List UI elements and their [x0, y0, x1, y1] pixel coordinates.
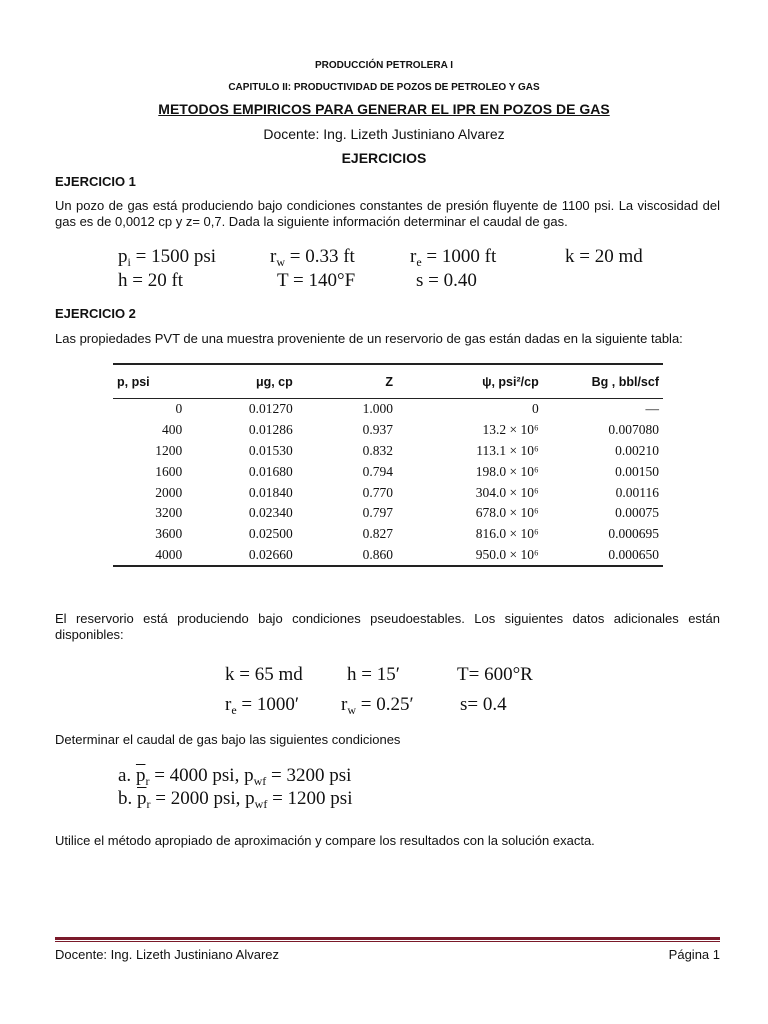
- pvt-header-z: Z: [297, 364, 397, 399]
- cell-bg: 0.00150: [615, 463, 659, 479]
- cell-p: 1200: [155, 442, 183, 458]
- main-title: METODOS EMPIRICOS PARA GENERAR EL IPR EN POZOS DE GAS: [158, 101, 610, 117]
- pvt-header-p: p, psi: [113, 364, 186, 399]
- course-title: PRODUCCIÓN PETROLERA I: [315, 60, 453, 71]
- cell-z: 0.827: [362, 526, 393, 542]
- pvt-header-bg: Bg , bbl/scf: [543, 364, 663, 399]
- pvt-header-psi: ψ, psi²/cp: [397, 364, 543, 399]
- cell-z: 0.797: [362, 505, 393, 521]
- ej1-rw: $r_w = 0.33$ ft: [270, 246, 355, 269]
- cell-bg: 0.00075: [615, 505, 659, 521]
- exercise-2-closing: Utilice el método apropiado de aproximación y compare los resultados con la solución exacta.: [55, 833, 595, 848]
- ej1-h: h = 20 ft: [118, 270, 184, 291]
- pvt-table: [113, 363, 663, 567]
- cell-z: 1.000: [362, 401, 393, 417]
- table-row: [113, 441, 663, 462]
- exercise-1-label: EJERCICIO 1: [55, 174, 136, 189]
- cell-psi: 198.0 × 10⁶: [475, 463, 539, 479]
- cell-mu: 0.01286: [248, 422, 293, 438]
- cell-z: 0.770: [362, 484, 393, 500]
- cell-bg: 0.000650: [543, 545, 663, 567]
- exercise-2-intro: Las propiedades PVT de una muestra proveniente de un reservorio de gas están dadas en la siguiente tabla:: [55, 331, 683, 346]
- table-row: [113, 482, 663, 503]
- cell-bg: 0.000695: [608, 526, 659, 542]
- cell-bg: —: [645, 401, 659, 417]
- footer-teacher: Docente: Ing. Lizeth Justiniano Alvarez: [55, 947, 280, 962]
- ej2-s: s= 0.4: [460, 694, 507, 715]
- exercise-2-after-table: El reservorio está produciendo bajo condiciones pseudoestables. Los siguientes datos adicionales están disponibles:: [55, 611, 720, 642]
- cell-p: 3600: [155, 526, 183, 542]
- cell-mu: 0.02660: [186, 545, 297, 567]
- table-row: [113, 524, 663, 545]
- cell-psi: 816.0 × 10⁶: [475, 526, 539, 542]
- cell-z: 0.860: [297, 545, 397, 567]
- cell-psi: 304.0 × 10⁶: [475, 484, 539, 500]
- cell-p: 3200: [155, 505, 183, 521]
- cell-p: 1600: [155, 463, 183, 479]
- cell-p: 4000: [113, 545, 186, 567]
- condition-b: b. $\overline{p}_r = 2000$ psi, $p_{wf} = 1200$ psi: [118, 788, 353, 811]
- ej1-pi: $p_i = 1500$ psi: [118, 246, 216, 269]
- ej1-re: $r_e = 1000$ ft: [410, 246, 497, 269]
- cell-p: 0: [175, 401, 183, 417]
- footer-page-number: Página 1: [668, 947, 720, 962]
- cell-mu: 0.02340: [248, 505, 293, 521]
- cell-z: 0.794: [362, 463, 393, 479]
- cell-bg: 0.00116: [615, 484, 659, 500]
- exercise-2-determine: Determinar el caudal de gas bajo las siguientes condiciones: [55, 732, 401, 747]
- footer-divider: [55, 937, 720, 940]
- exercise-2-label: EJERCICIO 2: [55, 306, 136, 321]
- teacher-line: Docente: Ing. Lizeth Justiniano Alvarez: [263, 126, 505, 142]
- pvt-header-mu: μg, cp: [186, 364, 297, 399]
- ej2-h: h = 15′: [347, 664, 400, 685]
- table-row: [113, 461, 663, 482]
- cell-bg: 0.00210: [615, 442, 659, 458]
- cell-p: 2000: [155, 484, 183, 500]
- table-row: [113, 503, 663, 524]
- cell-psi: 0: [531, 401, 539, 417]
- pvt-header-row: [113, 364, 663, 399]
- table-row: [113, 399, 663, 420]
- table-row: [113, 545, 663, 567]
- cell-psi: 950.0 × 10⁶: [397, 545, 543, 567]
- ej2-rw: $r_w = 0.25'$: [341, 694, 414, 717]
- ej1-k: k = 20 md: [565, 246, 643, 267]
- ej2-re: $r_e = 1000'$: [225, 694, 300, 717]
- ej1-s: s = 0.40: [416, 270, 477, 291]
- table-row: [113, 420, 663, 441]
- cell-p: 400: [161, 422, 183, 438]
- cell-psi: 13.2 × 10⁶: [482, 422, 539, 438]
- cell-z: 0.832: [362, 442, 393, 458]
- ej2-T: T= 600°R: [457, 664, 533, 685]
- condition-a: a. $\overline{p}_r = 4000$ psi, $p_{wf} = 3200$ psi: [118, 765, 352, 788]
- cell-bg: 0.007080: [608, 422, 659, 438]
- ej1-T: T = 140°F: [277, 270, 356, 291]
- footer-divider-thin: [55, 941, 720, 942]
- cell-mu: 0.01530: [248, 442, 293, 458]
- cell-mu: 0.01680: [248, 463, 293, 479]
- exercise-1-text: Un pozo de gas está produciendo bajo condiciones constantes de presión fluyente de 1100 psi. La viscosidad del gas es de 0,0012 cp y z= 0,7. Dada la siguiente información determinar el caudal de gas.: [55, 198, 720, 229]
- cell-psi: 113.1 × 10⁶: [476, 442, 539, 458]
- cell-mu: 0.01840: [248, 484, 293, 500]
- section-title: EJERCICIOS: [341, 150, 427, 166]
- cell-psi: 678.0 × 10⁶: [475, 505, 539, 521]
- cell-z: 0.937: [362, 422, 393, 438]
- ej2-k: k = 65 md: [225, 664, 303, 685]
- cell-mu: 0.02500: [248, 526, 293, 542]
- cell-mu: 0.01270: [248, 401, 293, 417]
- chapter-title: CAPITULO II: PRODUCTIVIDAD DE POZOS DE PETROLEO Y GAS: [228, 82, 540, 93]
